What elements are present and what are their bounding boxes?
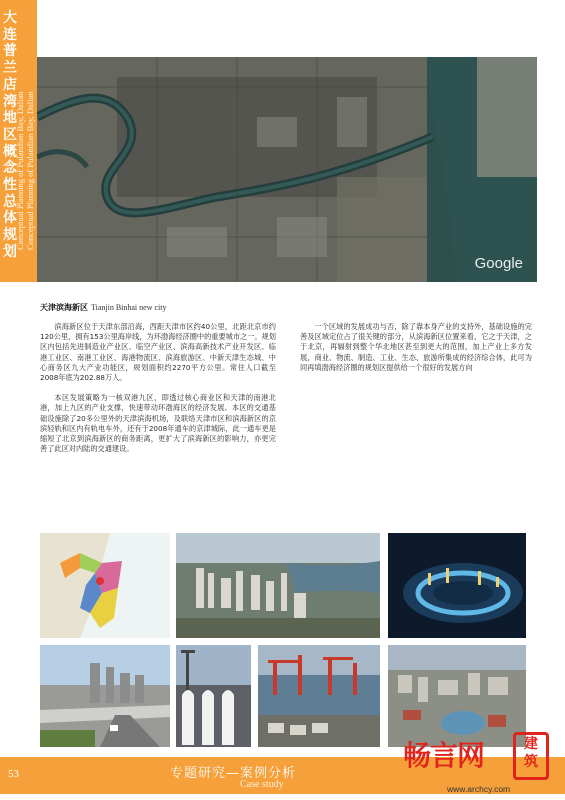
sidebar-banner	[0, 0, 37, 282]
footer-title-cn: 专题研究—案例分析	[170, 766, 297, 781]
left-paragraph-1: 滨海新区位于天津东部沿海，西距天津市区约40公里，北距北京市约120公里，拥有153公里海岸线，为环渤海经济圈中的重要城市之一。规划区内包括先进制造业产业区、临空产业区、滨海高新技术产业开发区、临港工业区、南港工业区、海港物流区、滨海旅游区、中新天津生态城、中心商务区九大产业功能区，规划面积约2270平方公里。常住人口截至2008年底为202.88万人。	[40, 322, 276, 383]
high-speed-train-photo	[176, 645, 251, 747]
night-rendering-photo	[388, 533, 526, 638]
aerial-satellite-image	[37, 57, 537, 282]
sidebar-subtitle-line-1: Conceptual Planning of Pulandian Bay, Dalian	[15, 91, 25, 250]
urban-district-aerial-photo	[388, 645, 526, 747]
left-paragraph-2: 本区发展策略为一核双港九区，即透过核心商业区和天津的南港北港，加上九区的产业支撑，快速带动环渤海区的经济发展。本区的交通基础设施除了20多公里外的天津滨海机场，及联络天津市区和滨海新区的京滨轻轨和区内有轨电车外，还有于2008年通车的京津城际，此一通车更是缩短了北京到滨海新区的商务距离，更扩大了滨海新区的影响力，亦更完善了此区对内陆的交通建设。	[40, 393, 276, 454]
footer-title-en: Case study	[240, 779, 284, 790]
sidebar-subtitle	[15, 10, 35, 250]
archcy-logo: 畅言网	[403, 739, 485, 772]
section-heading-en: Tianjin Binhai new city	[91, 303, 167, 312]
site-url: www.archcy.com	[447, 784, 511, 794]
sidebar-title: 大连普兰店湾地区概念性总体规划	[3, 10, 17, 260]
harbor-port-photo	[258, 645, 380, 747]
section-heading	[40, 302, 166, 313]
sidebar-subtitle-line-2: Conceptual Planning of Pulandian Bay, Dalian	[25, 91, 35, 250]
logo-seal-bottom: 筑	[524, 754, 538, 770]
google-watermark: Google	[474, 255, 523, 272]
right-paragraph-1: 一个区域的发展成功与否，除了靠本身产业的支持外，基础设施的完善及区域定位占了很关键的部分，从滨海新区位置来看，它之于天津，之于北京，再辐射到整个华北地区甚至到更大的范围，加上产业上多方发展，商业、物流、制造、工业、生态、旅游所集成的经济综合体，此可为同再填渤海经济圈的规划区提供给一个很好的发展方向	[300, 322, 532, 372]
left-text-column	[40, 322, 276, 464]
city-aerial-photo	[176, 533, 380, 638]
section-heading-cn: 天津滨海新区	[40, 303, 88, 312]
page-number: 53	[8, 768, 19, 780]
location-map-image	[40, 533, 170, 638]
logo-seal-top: 建	[524, 736, 538, 752]
logo-seal	[513, 732, 549, 780]
right-text-column	[300, 322, 532, 383]
highway-photo	[40, 645, 170, 747]
